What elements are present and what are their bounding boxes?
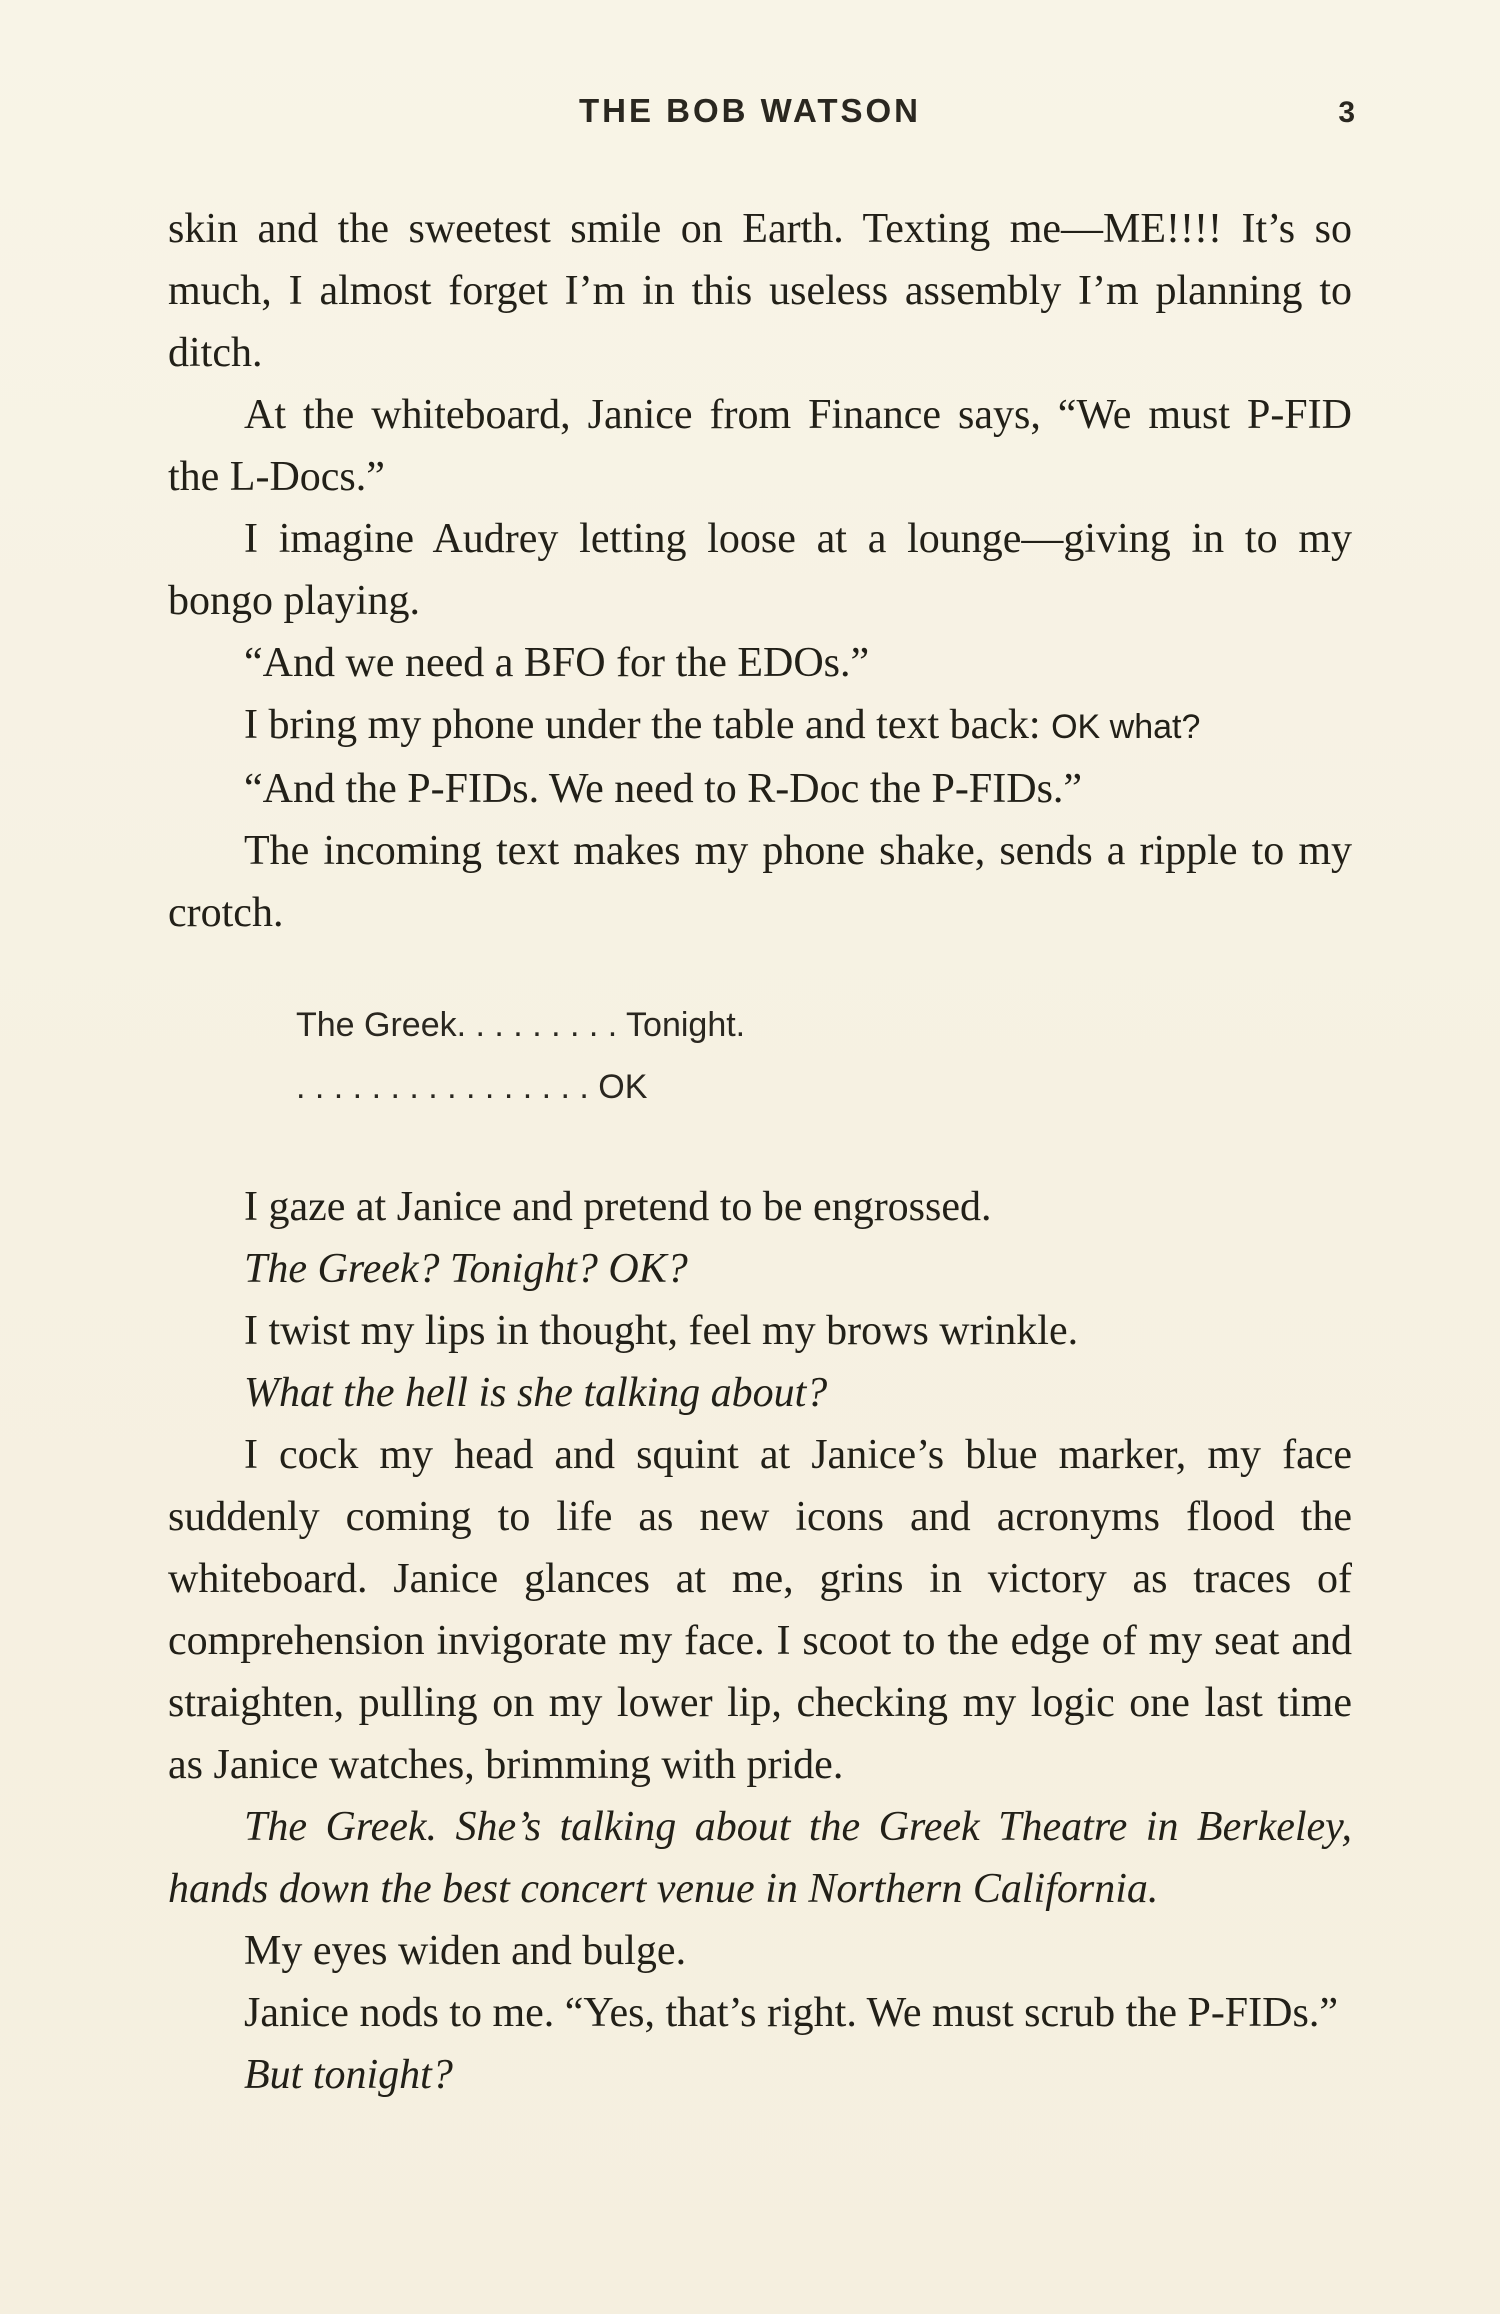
text-message-line: . . . . . . . . . . . . . . . . OK xyxy=(296,1068,648,1106)
paragraph: At the whiteboard, Janice from Finance says, “We must P-FID the L-Docs.” xyxy=(168,392,1352,500)
paragraph: Janice nods to me. “Yes, that’s right. We must scrub the P-FIDs.” xyxy=(244,1990,1338,2036)
paragraph: “And we need a BFO for the EDOs.” xyxy=(244,640,870,686)
page-number: 3 xyxy=(1338,96,1355,129)
running-head xyxy=(0,92,1500,142)
paragraph: The incoming text makes my phone shake, sends a ripple to my crotch. xyxy=(168,828,1352,936)
paragraph: I cock my head and squint at Janice’s blue marker, my face suddenly coming to life as new icons and acronyms flood the whiteboard. Janice glances at me, grins in victory as traces of comprehension invigorate my face. I scoot to the edge of my seat and straighten, pulling on my lower lip, checking my logic one last time as Janice watches, brimming with pride. xyxy=(168,1432,1352,1788)
paragraph: The Greek? Tonight? OK? xyxy=(244,1246,688,1292)
paragraph: My eyes widen and bulge. xyxy=(244,1928,687,1974)
running-title: THE BOB WATSON xyxy=(578,92,922,129)
paragraph-text: I bring my phone under the table and text back: xyxy=(244,702,1052,748)
paragraph: skin and the sweetest smile on Earth. Texting me—ME!!!! It’s so much, I almost forget I’m in this useless assembly I’m planning to ditch. xyxy=(168,206,1352,376)
paragraph: I imagine Audrey letting loose at a lounge—giving in to my bongo playing. xyxy=(168,516,1352,624)
text-message-exchange xyxy=(296,994,1352,1118)
paragraph: What the hell is she talking about? xyxy=(244,1370,828,1416)
text-message: OK what? xyxy=(1051,708,1201,746)
paragraph: But tonight? xyxy=(244,2052,453,2098)
paragraph: The Greek. She’s talking about the Greek Theatre in Berkeley, hands down the best concert venue in Northern California. xyxy=(168,1804,1352,1912)
body-text xyxy=(168,198,1352,2106)
paragraph: I twist my lips in thought, feel my brows wrinkle. xyxy=(244,1308,1079,1354)
paragraph xyxy=(168,694,1352,758)
paragraph: “And the P-FIDs. We need to R-Doc the P-FIDs.” xyxy=(244,766,1083,812)
paragraph: I gaze at Janice and pretend to be engrossed. xyxy=(244,1184,992,1230)
text-message-line: The Greek. . . . . . . . . Tonight. xyxy=(296,1006,746,1044)
